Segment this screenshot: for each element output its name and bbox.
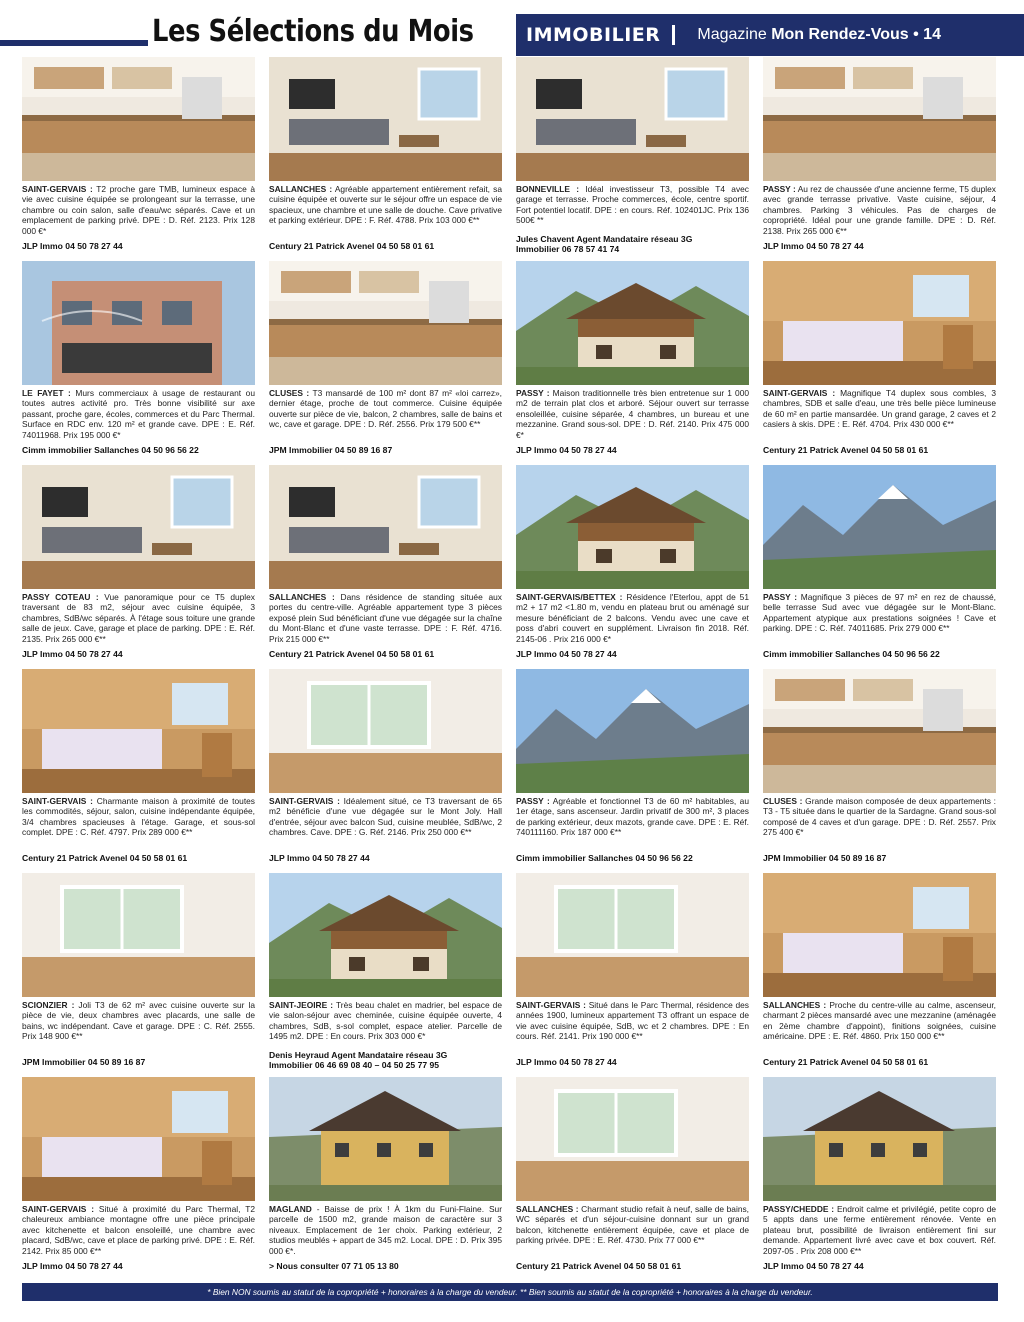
- listing-town: SALLANCHES :: [763, 1000, 827, 1010]
- listing-description: [22, 1204, 255, 1256]
- listing-photo: [22, 57, 255, 181]
- listing-description: [22, 592, 255, 644]
- listing-text: Très beau chalet en madrier, bel espace de vie salon-séjour avec cheminée, cuisine équipée ouverte, 4 chambres, SdB, s-sol complet, espace atelier. Parcelle de 1495 m2. DPE : En cours. Prix 303 000 €*: [269, 1000, 502, 1042]
- listing-agency: Jules Chavent Agent Mandataire réseau 3G Immobilier 06 78 57 41 74: [516, 234, 693, 254]
- listing-agency: JLP Immo 04 50 78 27 44: [763, 241, 864, 251]
- listing-card: [269, 873, 502, 1077]
- listing-photo: [763, 465, 996, 589]
- page-header: [0, 0, 1024, 58]
- listing-agency: Cimm immobilier Sallanches 04 50 96 56 22: [22, 445, 199, 455]
- listing-town: SCIONZIER :: [22, 1000, 75, 1010]
- listing-town: PASSY :: [763, 184, 796, 194]
- listing-card: [22, 261, 255, 465]
- listing-card: [269, 669, 502, 873]
- listing-town: PASSY COTEAU :: [22, 592, 99, 602]
- listing-text: Vue panoramique pour ce T5 duplex traversant de 83 m2, séjour avec cuisine équipée, 3 chambres, SdB/wc séparés. À l'étage sous toiture une grande salle de jeux. Cave, garage et place de parking. DPE : E. Réf. 2135. Prix 265 000 €**: [22, 592, 255, 644]
- listing-text: Magnifique T4 duplex sous combles, 3 chambres, SDB et salle d'eau, une très belle pièce lumineuse de 60 m² en partie mansardée. Un grand garage, 2 caves et 2 casiers à skis. DPE : E. Réf. 4704. Prix 430 000 €**: [763, 388, 996, 430]
- listing-photo: [269, 669, 502, 793]
- listing-town: SAINT-GERVAIS :: [22, 796, 93, 806]
- listing-description: [516, 592, 749, 644]
- footer-note: * Bien NON soumis au statut de la copropriété + honoraires à la charge du vendeur. ** Bien soumis au statut de la copropriété + honoraires à la charge du vendeur.: [22, 1283, 998, 1301]
- listing-photo: [22, 1077, 255, 1201]
- listing-text: Charmant studio refait à neuf, salle de bains, WC séparés et d'un séjour-cuisine donnant sur un grand balcon, kitchenette entièrement équipée, cave et place de parking privée. DPE : E. Réf. 4730. Prix 77 000 €**: [516, 1204, 749, 1246]
- listing-text: Maison traditionnelle très bien entretenue sur 1 000 m2 de terrain plat clos et arboré. Séjour ouvert sur terrasse ensoleillée, cuisine séparée, 4 chambres, un bureau et une mezzanine. Grand sous-sol. DPE : D. Réf. 2140. Prix 475 000 €*: [516, 388, 750, 440]
- listing-text: Grande maison composée de deux appartements : T3 - T5 située dans le quartier de la Sardagne. Grand sous-sol composé de 4 caves et d'un garage. DPE : D. Réf. 2557. Prix 275 400 €*: [763, 796, 996, 838]
- listing-town: SAINT-GERVAIS/BETTEX :: [516, 592, 623, 602]
- listing-card: [22, 669, 255, 873]
- listing-card: [269, 465, 502, 669]
- section-divider: [672, 25, 675, 45]
- listing-agency: JLP Immo 04 50 78 27 44: [516, 1057, 617, 1067]
- listing-photo: [516, 261, 749, 385]
- listing-card: [516, 261, 749, 465]
- listing-town: MAGLAND: [269, 1204, 312, 1214]
- listing-text: Proche du centre-ville au calme, ascenseur, charmant 2 pièces mansardé avec une mezzanine (aménagée en 2ème chambre d'appoint), finitions soignées, cuisine américaine. DPE : E. Réf. 4860. Prix 150 000 €**: [763, 1000, 996, 1042]
- listing-photo: [269, 57, 502, 181]
- listing-town: SAINT-GERVAIS :: [22, 184, 93, 194]
- listing-card: [516, 669, 749, 873]
- listing-card: [22, 465, 255, 669]
- listing-description: [763, 796, 996, 838]
- listing-town: SALLANCHES :: [269, 184, 333, 194]
- listing-card: [516, 1077, 749, 1281]
- listing-agency: Cimm immobilier Sallanches 04 50 96 56 22: [763, 649, 940, 659]
- listing-agency: JLP Immo 04 50 78 27 44: [22, 241, 123, 251]
- listing-description: [516, 1204, 749, 1246]
- listing-card: [763, 873, 996, 1077]
- listing-agency: > Nous consulter 07 71 05 13 80: [269, 1261, 399, 1271]
- listing-description: [763, 592, 996, 634]
- listing-text: Joli T3 de 62 m² avec cuisine ouverte sur la pièce de vie, deux chambres avec placards, une salle de bains, wc indépendant. Cave et garage. DPE : C. Réf. 2555. Prix 148 900 €**: [22, 1000, 255, 1042]
- listing-text: Agréable appartement entièrement refait, sa cuisine équipée et ouverte sur le séjour offre un espace de vie spacieux, une chambre et une salle de douche. Cave privative et parking extérieur. DPE : F. Réf. 4788. Prix 103 000 €**: [269, 184, 502, 226]
- listing-photo: [269, 261, 502, 385]
- listing-agency: JLP Immo 04 50 78 27 44: [22, 649, 123, 659]
- listing-description: [269, 388, 502, 430]
- listing-description: [22, 1000, 255, 1042]
- listing-agency: Century 21 Patrick Avenel 04 50 58 01 61: [22, 853, 188, 863]
- listing-town: SAINT-GERVAIS :: [269, 796, 340, 806]
- listing-text: Au rez de chaussée d'une ancienne ferme, T5 duplex avec grande terrasse privative. Vaste cuisine, séjour, 4 chambres. Parking 3 véhicules. Pas de charges de copropriété. Idéal pour une grande famille. DPE : D. Réf. 2138. Prix 265 000 €**: [763, 184, 996, 236]
- listing-text: Endroit calme et privilégié, petite copro de 5 appts dans une ferme entièrement rénovée. Vente en plateau brut, possibilité de livraison entièrement fini sur demande. Appartement livré avec cave et box couvert. Réf. 2097-05 . Prix 208 000 €**: [763, 1204, 997, 1256]
- magazine-name: Mon Rendez-Vous • 14: [771, 26, 941, 43]
- listing-card: [22, 57, 255, 261]
- listing-agency: Denis Heyraud Agent Mandataire réseau 3G Immobilier 06 46 69 08 40 – 04 50 25 77 95: [269, 1050, 448, 1070]
- listing-text: Magnifique 3 pièces de 97 m² en rez de chaussé, belle terrasse Sud avec vue dégagée sur le Mont-Blanc. Appartement atypique aux prestations soignées ! Cave et parking. DPE : C. Réf. 74011685. Prix 279 000 €**: [763, 592, 997, 634]
- listing-agency: JLP Immo 04 50 78 27 44: [516, 649, 617, 659]
- listing-agency: JLP Immo 04 50 78 27 44: [22, 1261, 123, 1271]
- listing-town: CLUSES :: [763, 796, 803, 806]
- listing-photo: [22, 465, 255, 589]
- listing-card: [516, 57, 749, 261]
- listing-town: PASSY/CHEDDE :: [763, 1204, 835, 1214]
- listing-text: Idéal investisseur T3, possible T4 avec garage et terrasse. Proche commerces, école, centre sportif. Fort potentiel locatif. DPE : en cours. Réf. 102401JC. Prix 136 500€ **: [516, 184, 749, 226]
- listing-description: [516, 184, 749, 226]
- listing-photo: [516, 669, 749, 793]
- listing-photo: [516, 1077, 749, 1201]
- listing-town: SAINT-GERVAIS :: [516, 1000, 586, 1010]
- listing-description: [516, 1000, 749, 1042]
- listing-text: Dans résidence de standing située aux portes du centre-ville. Agréable appartement type 3 pièces exposé plein Sud bénéficiant d'une vue dégagée sur la chaîne du Mont-Blanc et d'une vaste terrasse. DPE : F. Réf. 4716. Prix 215 000 €**: [269, 592, 502, 644]
- listing-photo: [516, 57, 749, 181]
- listing-town: SAINT-JEOIRE :: [269, 1000, 334, 1010]
- listing-text: - Baisse de prix ! À 1km du Funi-Flaine. Sur parcelle de 1500 m2, grande maison de caractère sur 3 niveaux. Emplacement de 1er choix. Parking extérieur, 2 studios meublés + appart de 345 m2. Local. DPE : D. Prix 395 000 €*.: [269, 1204, 502, 1256]
- listing-description: [269, 796, 502, 838]
- listing-photo: [269, 873, 502, 997]
- listing-text: Charmante maison à proximité de toutes les commodités, séjour, salon, cuisine indépendante équipée, 3/4 chambres spacieuses à l'étage. Garage, et sous-sol complet. DPE : C. Réf. 4797. Prix 289 000 €**: [22, 796, 255, 838]
- listing-text: Idéalement situé, ce T3 traversant de 65 m2 bénéficie d'une vue dégagée sur le Mont Joly. Hall d'entrée, séjour avec balcon Sud, cuisine meublée, SdB/wc, 2 chambres. Cave. DPE : G. Réf. 2146. Prix 250 000 €**: [269, 796, 502, 838]
- listing-town: PASSY :: [763, 592, 798, 602]
- listing-description: [269, 1204, 502, 1256]
- listing-card: [763, 1077, 996, 1281]
- listing-agency: Century 21 Patrick Avenel 04 50 58 01 61: [269, 649, 435, 659]
- listing-description: [22, 796, 255, 838]
- listing-town: CLUSES :: [269, 388, 310, 398]
- listing-photo: [763, 669, 996, 793]
- listing-town: SALLANCHES :: [269, 592, 335, 602]
- listing-description: [763, 388, 996, 430]
- listing-photo: [22, 261, 255, 385]
- listing-text: Agréable et fonctionnel T3 de 60 m² habitables, au 1er étage, sans ascenseur. Jardin privatif de 300 m², 3 places de parking extérieur, deux mazots, grande cave. DPE : E. Réf. 740111160. Prix 187 000 €**: [516, 796, 749, 838]
- listing-town: LE FAYET :: [22, 388, 71, 398]
- listing-town: SAINT-GERVAIS :: [763, 388, 836, 398]
- listing-card: [763, 261, 996, 465]
- page-title: Les Sélections du Mois: [152, 14, 474, 49]
- listing-agency: Century 21 Patrick Avenel 04 50 58 01 61: [516, 1261, 682, 1271]
- listing-photo: [763, 1077, 996, 1201]
- listing-photo: [22, 669, 255, 793]
- listing-description: [269, 184, 502, 226]
- listing-agency: Century 21 Patrick Avenel 04 50 58 01 61: [763, 445, 929, 455]
- listing-text: Murs commerciaux à usage de restaurant ou toutes autres activité pro. Très bonne visibilité sur axe passant, proche gare, écoles, commerces et du Parc Thermal. Surface en RDC env. 120 m² et grande cave. DPE : E. Réf. 74011968. Prix 195 000 €*: [22, 388, 255, 440]
- listing-agency: Century 21 Patrick Avenel 04 50 58 01 61: [763, 1057, 929, 1067]
- listing-town: PASSY :: [516, 388, 550, 398]
- listing-card: [763, 57, 996, 261]
- listing-photo: [269, 465, 502, 589]
- listing-card: [22, 873, 255, 1077]
- listing-photo: [516, 873, 749, 997]
- listing-agency: JPM Immobilier 04 50 89 16 87: [763, 853, 887, 863]
- listing-card: [516, 465, 749, 669]
- listing-description: [516, 388, 749, 440]
- listing-photo: [516, 465, 749, 589]
- listing-photo: [269, 1077, 502, 1201]
- listing-card: [22, 1077, 255, 1281]
- listing-town: PASSY :: [516, 796, 550, 806]
- listing-photo: [763, 261, 996, 385]
- listing-town: BONNEVILLE :: [516, 184, 580, 194]
- listing-agency: Century 21 Patrick Avenel 04 50 58 01 61: [269, 241, 435, 251]
- section-band: [516, 14, 1024, 56]
- listing-photo: [22, 873, 255, 997]
- listing-description: [269, 592, 502, 644]
- listing-card: [763, 465, 996, 669]
- listing-card: [763, 669, 996, 873]
- header-rule: [0, 40, 148, 46]
- listing-photo: [763, 873, 996, 997]
- listing-text: Situé dans le Parc Thermal, résidence des années 1900, lumineux appartement T3 offrant un espace de vie avec cuisine équipée, SdB, wc et 2 chambres. DPE : En cours. Réf. 2141. Prix 190 000 €**: [516, 1000, 749, 1042]
- listing-description: [269, 1000, 502, 1042]
- listing-agency: JPM Immobilier 04 50 89 16 87: [269, 445, 393, 455]
- listing-photo: [763, 57, 996, 181]
- listing-text: Résidence l'Eterlou, appt de 51 m2 + 17 m2 <1.80 m, vendu en plateau brut ou aménagé sur mesure bénéficiant de 2 balcons. Vendu avec une cave et poss d'abri couvert en supplément. Livraison fin 2018. Réf. 2145-06 . Prix 216 000 €*: [516, 592, 749, 644]
- listing-description: [763, 184, 996, 236]
- listing-card: [269, 261, 502, 465]
- listing-description: [763, 1204, 996, 1256]
- listing-description: [22, 184, 255, 236]
- magazine-prefix: Magazine: [697, 26, 772, 43]
- listing-agency: JLP Immo 04 50 78 27 44: [516, 445, 617, 455]
- listing-description: [516, 796, 749, 838]
- listing-text: T2 proche gare TMB, lumineux espace à vie avec cuisine équipée se prolongeant sur la terrasse, une chambre ou coin salon, salle d'eau/wc séparés. Cave et un emplacement de parking privé. DPE : D. Réf. 2123. Prix 128 000 €*: [22, 184, 255, 236]
- listing-card: [516, 873, 749, 1077]
- listing-town: SALLANCHES :: [516, 1204, 579, 1214]
- listing-description: [22, 388, 255, 440]
- listing-text: Situé à proximité du Parc Thermal, T2 chaleureux ambiance montagne offre une pièce principale avec kitchenette et balcon ensoleillé, une chambre avec placard, SdB/wc, cave et place de parking privé. DPE : E. Réf. 2142. Prix 85 000 €**: [22, 1204, 255, 1256]
- listing-description: [763, 1000, 996, 1042]
- listing-agency: JLP Immo 04 50 78 27 44: [269, 853, 370, 863]
- listing-agency: JLP Immo 04 50 78 27 44: [763, 1261, 864, 1271]
- listing-text: T3 mansardé de 100 m² dont 87 m² «loi carrez», dernier étage, proche de tout commerce. Cuisine équipée ouverte sur pièce de vie, balcon, 2 chambres, salle de bains et wc, cave et garage. DPE : D. Réf. 2556. Prix 179 500 €**: [269, 388, 502, 430]
- listing-agency: JPM Immobilier 04 50 89 16 87: [22, 1057, 146, 1067]
- listing-card: [269, 1077, 502, 1281]
- listing-card: [269, 57, 502, 261]
- listing-agency: Cimm immobilier Sallanches 04 50 96 56 22: [516, 853, 693, 863]
- section-label: IMMOBILIER: [526, 24, 661, 46]
- listing-town: SAINT-GERVAIS :: [22, 1204, 95, 1214]
- magazine-label: [697, 26, 941, 44]
